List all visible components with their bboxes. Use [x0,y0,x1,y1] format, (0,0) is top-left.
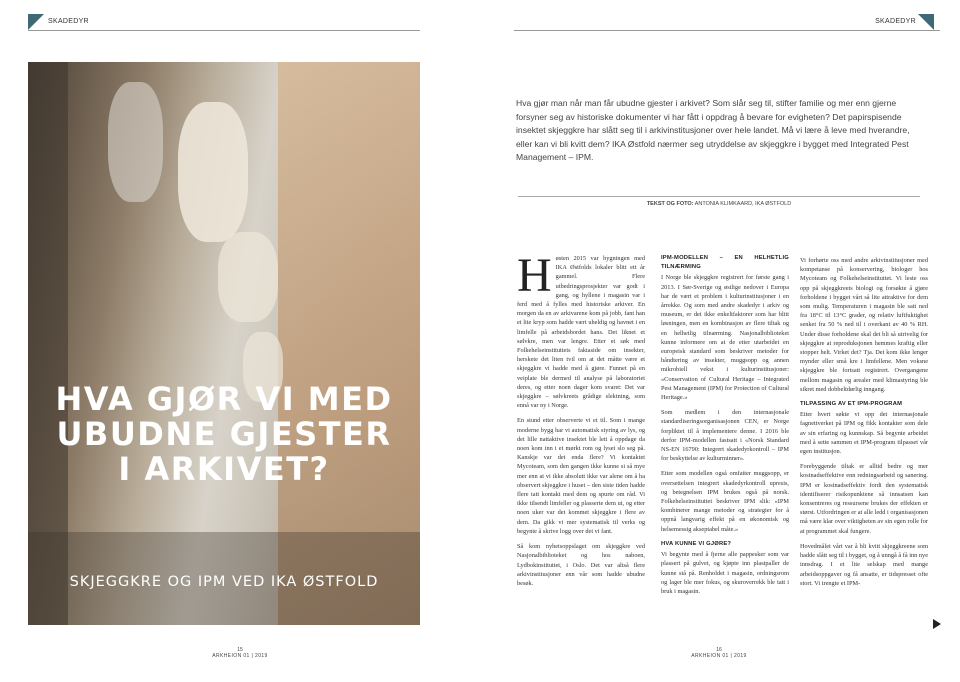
photo-paper-fragment [178,102,248,242]
page-number: 15 [237,647,243,653]
body-paragraph: Vi begynte med å fjerne alle pappesker som var plassert på gulvet, og kjøpte inn plastpaller de kunne stå på. Renholdet i magasin, ordningsrom og lager ble mer fokus, og skuroverrekk ble tatt i bruk i magasin. [661,551,789,595]
body-paragraph: Hovedmålet vårt var å bli kvitt skjeggkreene som hadde slått seg til i bygget, og å unngå å få inn nye innsdrag. I et lite selskap med mange arbeidsoppgaver og få ansatte, er tidspresset ofte stort. Vi trengte et IPM- [800,542,928,587]
byline-rule [518,196,920,197]
body-column-3 [800,256,928,594]
body-paragraph: østen 2015 var bygningen med IKA Østfolds lokaler blitt ett år gammel. Flere utbedringsprosjekter var godt i gang, og hyllene i magasin var i ferd med å fylles med historiske arkiver. En morgen da en av arkivarene kom på jobb, fant han et lite kryp som hadde vært uheldig og havnet i en limfelle på arbeidsbordet hans. Det liknet et sølvkre, men var lengre. Etter et søk med Folkehelseinstituttets faktaside om insekter, herskete det liten tvil om at det måtte være et skjeggkre vi hadde med å gjøre. Funnet på en veiplate ble dermed til analyse på laboratoriet deres, og etter noen dager kom svaret: Det var skjeggkre – sølvkreets grådige slektning, som ennå var ny i Norge. [517,255,645,410]
hero-photo [28,62,420,625]
section-label: SKADEDYR [875,18,916,25]
drop-cap: H [517,249,552,302]
body-paragraph: Etter som modellen også omfatter muggsopp, er oversettelsen integrert skadedyrkontroll upresis, og betegnelsen IPM brukes også på norsk. Folkehelseinstituttet beskriver IPM slik: «IPM kombinerer mange metoder og strategier for å oppnå langvarig effekt på en økonomisk og helsemessig akseptabel måte.» [661,470,789,533]
issue-label: ARKHEION 01 | 2019 [691,653,747,659]
body-paragraph: I Norge ble skjeggkre registrert for første gang i 2013. I Sør-Sverige og østlige nedover i Europa har de vært et problem i kulturinstitusjoner i en årrekke. Og som med andre skadedyr i arkiv og museum, er det ikke enkeltfaktorer som har blitt løsningen, men en kombinasjon av flere tiltak og en helhetlig tilnærming. Nasjonalbiblioteket kunne informere om at de etter utarbeidet en europeisk standard som beskriver metoder for håndtering av insekter, muggsopp og annen mikrobiell vekst i kulturinstitusjoner: «Conservation of Cultural Heritage – Integrated Pest Management (IPM) for Protection of Cultural Heritage.» [661,274,789,402]
photo-paper-fragment [218,232,278,322]
body-column-1 [517,249,645,594]
body-paragraph: En stund etter observerte vi et til. Som i mange moderne bygg har vi automatisk styring av lys, og det lille nattaktive insektet ble lett å oppdage da noen kom inn i et mørkt rom og lyset slo seg på. Kanskje var det enda flere? Vi kontaktet Mycoteam, som den gangen ikke kunne si så mye mer enn at vi ikke absolutt ikke var alene om å ha observert skjeggkre i huset – den siste tiden hadde flere tatt kontakt med dem og spurte om råd. Vi ikke tilsendt limfeller og plasserte dem ut, og etter noen uker var det kommet skjeggkre i flere av dem. Da gikk vi mer systematisk til verks og begynte å skrive logg over det vi fant. [517,417,645,535]
title-line: HVA GJØR VI MED [55,380,393,418]
header-rule [28,30,420,31]
page-footer [200,647,280,659]
article-title [28,382,420,487]
title-line: I ARKIVET? [118,450,330,488]
body-paragraph: Etter hvert søkte vi opp det internasjonale fagnettverket på IPM og fikk kontakter som dele av sin erfaring og kunnskap. Så begynte arbeidet med å sette sammen et IPM-program tilpasset vår egen institusjon. [800,411,928,456]
article-subtitle: SKJEGGKRE OG IPM VED IKA ØSTFOLD [69,574,379,590]
title-line: UBUDNE GJESTER [56,415,392,453]
subheading: TILPASSING AV ET IPM-PROGRAM [800,401,903,408]
body-paragraph: Forebyggende tiltak er alltid bedre og mer kostnadseffektive enn redningsarbeid og sanering. IPM er kostnadseffektiv fordi den systematisk identifiserer risikopunktene så innsatsen kan konsentreres og ressursene brukes der effekten er størst. Utfordringen er at alle ledd i organisasjonen må være klar over viktigheten av sin egen rolle for at programmet skal fungere. [800,463,928,535]
body-paragraph: Vi forhørte oss med andre arkivinstitusjoner med kompetanse på konservering, biologer hos Mycoteam og Folkehelseinstituttet. Vi leste oss opp på skjeggkreets biologi og forsøkte å gjøre forholdene i bygget vårt så lite attraktive for dem som mulig. Temperaturen i magasin ble satt ned fra 18°C til 13°C grader, og relativ luftfuktighet senket fra 50 % ned til i overkant av 40 % RH. Under disse forholdene skal det bli så utrivelig for skjeggkre at reproduksjonen hemmes kraftig eller stopper helt. Virket det? Tja. Det kom ikke lenger mynder eller små kre i limfellene. Men voksne skjeggkre ble fortsatt registrert. Overgangene mellom magasin og arealer med klimastyring ble sikret med dobbeltdørlig inngang. [800,257,928,393]
byline [518,201,920,207]
header-rule [514,30,940,31]
subheading: IPM-MODELLEN – EN HELHETLIG TILNÆRMING [661,255,789,271]
photo-paper-fragment [108,82,163,202]
issue-label: ARKHEION 01 | 2019 [212,653,268,659]
continue-arrow-icon [933,619,941,629]
corner-triangle-icon [918,14,934,30]
page-number: 16 [716,647,722,653]
article-ingress: Hva gjør man når man får ubudne gjester i arkivet? Som slår seg til, stifter familie og mer enn gjerne forsyner seg av historiske dokumenter vi har fått i oppdrag å bevare for evigheten? Det papirspisende insektet skjeggkre har slått seg til i arkivinstitusjoner over hele landet. Må vi lære å leve med hverandre, eller kan vi bli kvitt dem? IKA Østfold nærmer seg utryddelse av skjeggkre i bygget med Integrated Pest Management – IPM. [516,98,910,162]
corner-triangle-icon [28,14,44,30]
body-column-2 [661,254,789,602]
body-paragraph: Så kom nyhetsoppslaget om skjeggkre ved Nasjonalbiblioteket og hos naboen, Lydbokinstituttet, i Oslo. Det var altså flere arkivinstitusjoner enn vår som hadde ubudne besøk. [517,543,645,587]
section-label: SKADEDYR [48,18,89,25]
page-footer [679,647,759,659]
byline-author: ANTONIA KLIMKAARD, IKA ØSTFOLD [694,201,792,207]
byline-label: TEKST OG FOTO: [646,201,694,207]
subheading: HVA KUNNE VI GJØRE? [661,540,732,547]
right-page [480,0,960,682]
body-paragraph: Som medlem i den internasjonale standardiseringsorganisasjonen CEN, er Norge forpliktet til å implementere denne. I 2016 ble derfor IPM-modellen fastsatt i «Norsk Standard NS-EN 16790: Integrert skadedyrkontroll – IPM for beskyttelse av kulturminner». [661,409,789,463]
